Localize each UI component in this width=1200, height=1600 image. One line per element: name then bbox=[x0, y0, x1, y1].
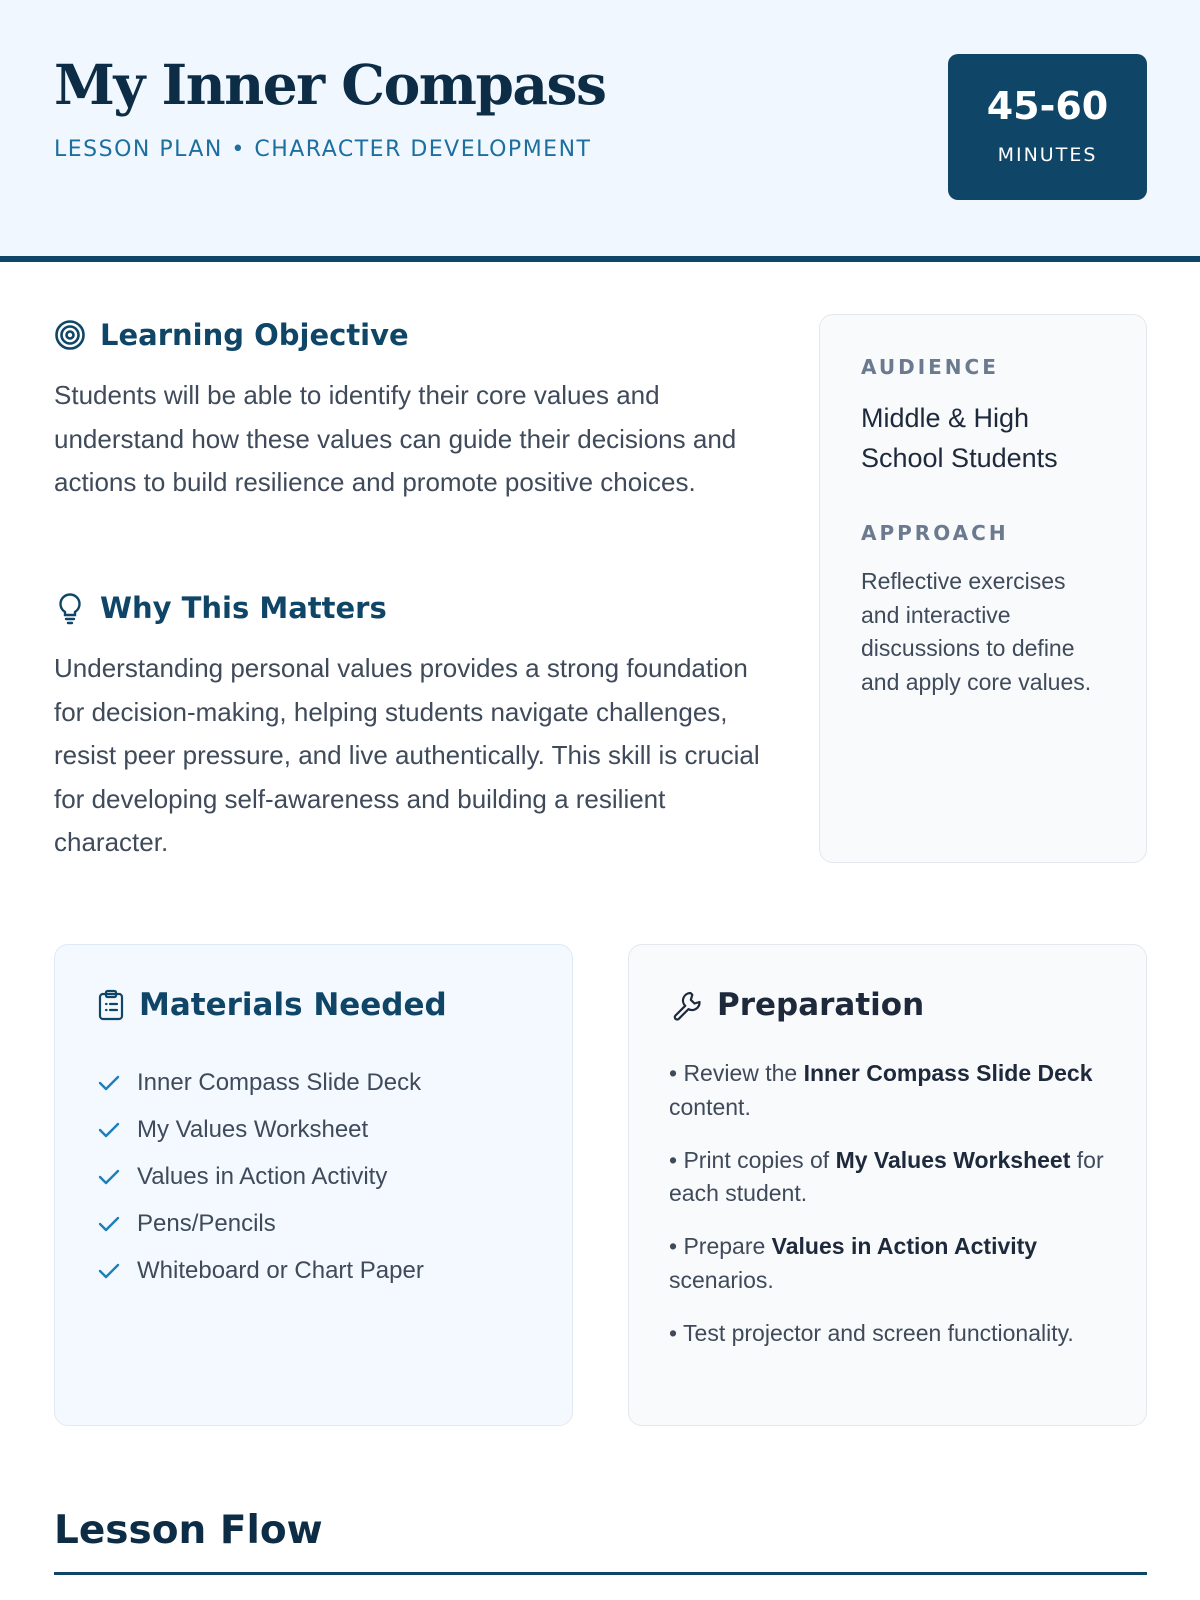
list-item bbox=[97, 1059, 424, 1106]
material-name: My Values Worksheet bbox=[835, 1146, 1071, 1173]
list-item-label: Inner Compass Slide Deck bbox=[137, 1068, 422, 1096]
list-item-label: Values in Action Activity bbox=[137, 1162, 388, 1190]
why-text: Understanding personal values provides a strong foundation for decision-making, helping students navigate challenges, resist peer pressure, and live authentically. This skill is crucial for developing self-awareness and building a resilient character. bbox=[54, 653, 760, 857]
preparation-heading bbox=[671, 987, 924, 1023]
materials-card bbox=[54, 944, 573, 1426]
objective-text: Students will be able to identify their core values and understand how these values can guide their decisions and actions to build resilience and promote positive choices. bbox=[54, 380, 737, 497]
lightbulb-icon bbox=[54, 591, 86, 625]
material-name: Inner Compass Slide Deck bbox=[803, 1060, 1093, 1086]
material-name: Values in Action Activity bbox=[771, 1233, 1038, 1259]
list-item bbox=[97, 1153, 424, 1200]
approach-value: Reflective exercises and interactive discussions to define and apply core values. bbox=[861, 568, 1092, 695]
list-item-label: Pens/Pencils bbox=[137, 1209, 276, 1237]
list-item bbox=[97, 1247, 424, 1294]
list-item: • Review the Inner Compass Slide Deck content. bbox=[669, 1060, 1093, 1120]
duration-value: 45-60 bbox=[986, 84, 1109, 128]
list-item bbox=[97, 1106, 424, 1153]
list-item: • Test projector and screen functionality. bbox=[669, 1319, 1074, 1346]
audience-value: Middle & High School Students bbox=[861, 403, 1058, 473]
clipboard-icon bbox=[97, 989, 125, 1021]
lesson-header bbox=[0, 0, 1200, 262]
materials-heading bbox=[97, 987, 447, 1023]
preparation-list bbox=[669, 1057, 1119, 1370]
lesson-info-card bbox=[819, 314, 1147, 863]
duration-unit: MINUTES bbox=[997, 144, 1098, 166]
lesson-flow-heading: Lesson Flow bbox=[54, 1508, 323, 1553]
objective-heading bbox=[54, 318, 409, 352]
preparation-heading-text: Preparation bbox=[717, 987, 925, 1023]
section-divider bbox=[54, 1572, 1147, 1575]
check-icon bbox=[97, 1167, 121, 1187]
list-item-label: Whiteboard or Chart Paper bbox=[137, 1256, 424, 1284]
why-heading bbox=[54, 591, 387, 625]
check-icon bbox=[97, 1214, 121, 1234]
check-icon bbox=[97, 1261, 121, 1281]
lesson-subtitle: LESSON PLAN • CHARACTER DEVELOPMENT bbox=[54, 137, 592, 162]
check-icon bbox=[97, 1073, 121, 1093]
list-item-label: My Values Worksheet bbox=[137, 1115, 369, 1143]
duration-badge bbox=[948, 54, 1147, 200]
materials-list bbox=[97, 1059, 424, 1294]
list-item: • Print copies of My Values Worksheet for each student. bbox=[669, 1146, 1104, 1206]
target-icon bbox=[54, 319, 86, 351]
preparation-card bbox=[628, 944, 1147, 1426]
lesson-title: My Inner Compass bbox=[54, 52, 606, 117]
list-item: • Prepare Values in Action Activity scenarios. bbox=[669, 1233, 1038, 1293]
why-heading-text: Why This Matters bbox=[100, 591, 387, 625]
materials-heading-text: Materials Needed bbox=[139, 987, 447, 1023]
list-item bbox=[97, 1200, 424, 1247]
check-icon bbox=[97, 1120, 121, 1140]
audience-label: AUDIENCE bbox=[861, 355, 999, 379]
approach-label: APPROACH bbox=[861, 521, 1009, 545]
wrench-icon bbox=[671, 989, 703, 1021]
objective-heading-text: Learning Objective bbox=[100, 318, 409, 352]
